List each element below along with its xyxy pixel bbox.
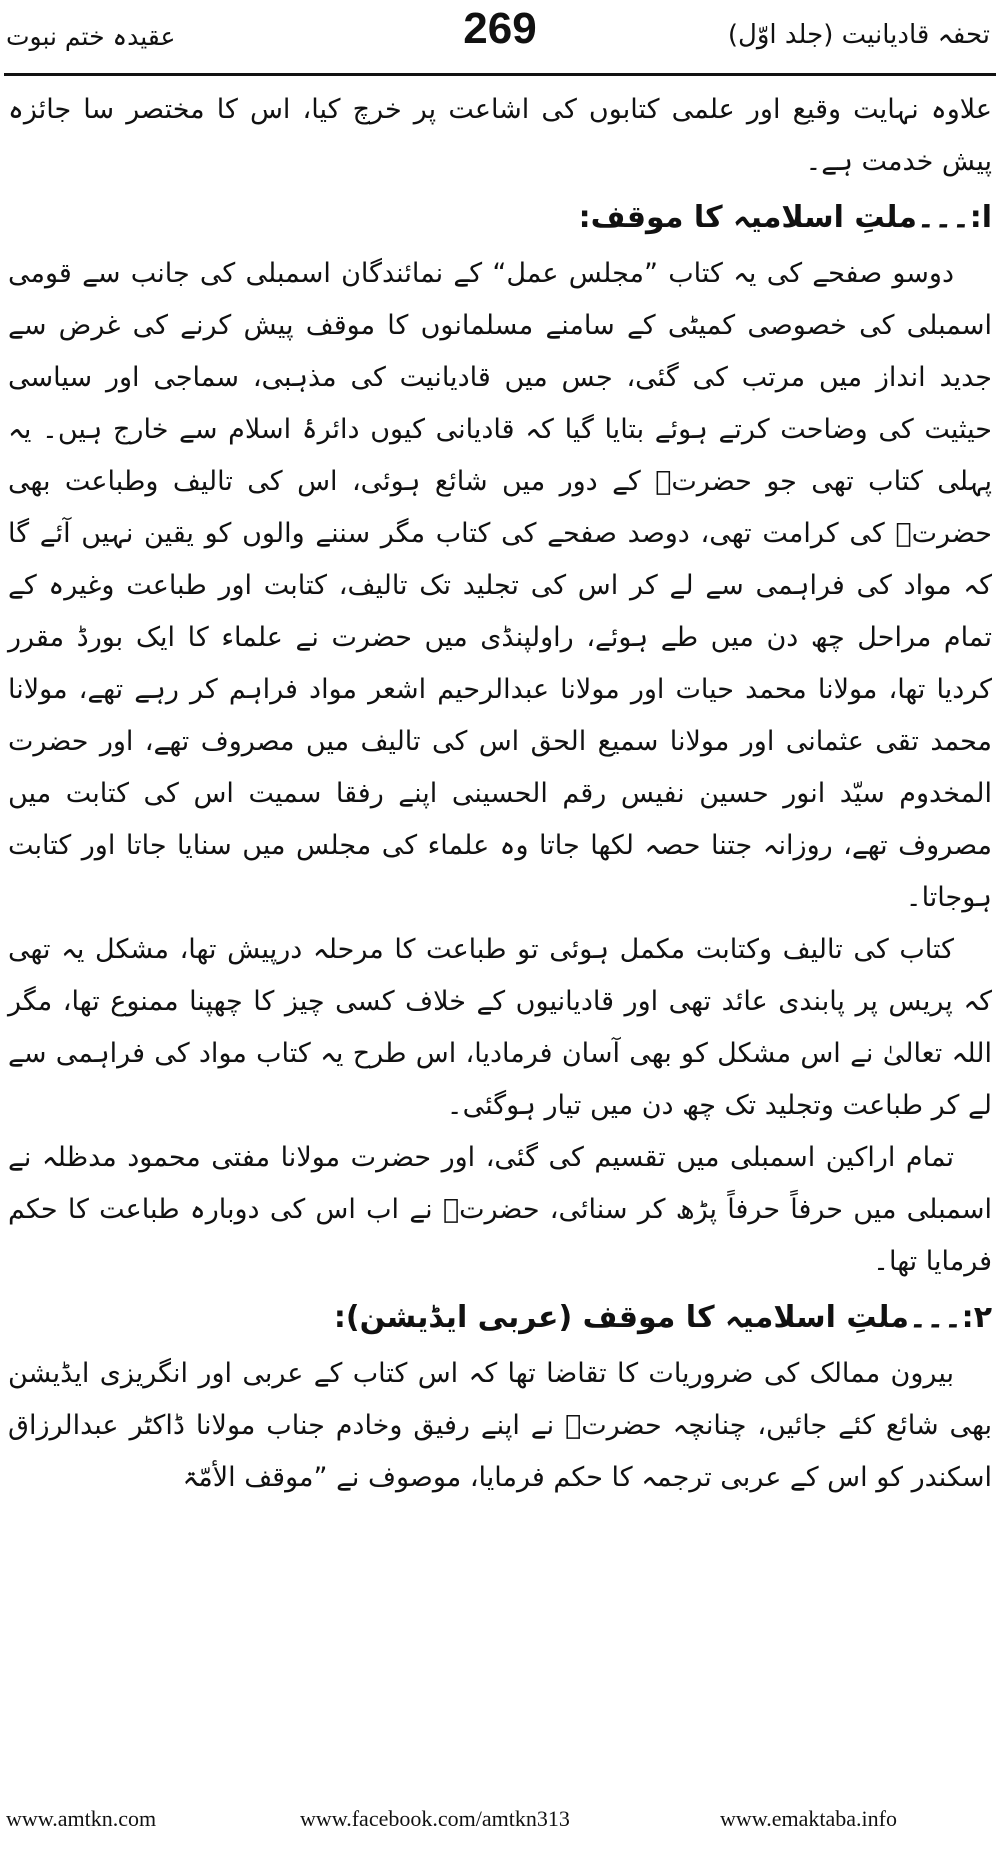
page-footer: [0, 1800, 1000, 1840]
intro-paragraph: علاوہ نہایت وقیع اور علمی کتابوں کی اشاعت پر خرچ کیا، اس کا مختصر سا جائزہ پیش خدمت ہے۔: [8, 94, 992, 177]
paragraph-2: کتاب کی تالیف وکتابت مکمل ہوئی تو طباعت کا مرحلہ درپیش تھا، مشکل یہ تھی کہ پریس پر پابندی عائد تھی اور قادیانیوں کے خلاف کسی چیز کا چھپنا ممنوع تھا، مگر اللہ تعالیٰ نے اس مشکل کو بھی آسان فرمادیا، اس طرح یہ کتاب مواد کی فراہمی سے لے کر طباعت وتجلید تک چھ دن میں تیار ہوگئی۔: [8, 934, 992, 1121]
paragraph-1: دوسو صفحے کی یہ کتاب ”مجلس عمل“ کے نمائندگان اسمبلی کی جانب سے قومی اسمبلی کی خصوصی کمیٹی کے سامنے مسلمانوں کا موقف پیش کرنے کی غرض سے جدید انداز میں مرتب کی گئی، جس میں قادیانیت کی مذہبی، سماجی اور سیاسی حیثیت کی وضاحت کرتے ہوئے بتایا گیا کہ قادیانی کیوں دائرۂ اسلام سے خارج ہیں۔ یہ پہلی کتاب تھی جو حضرتؒ کے دور میں شائع ہوئی، اس کی تالیف وطباعت بھی حضرتؒ کی کرامت تھی، دوصد صفحے کی کتاب مگر سننے والوں کو یقین نہیں آئے گا کہ مواد کی فراہمی سے لے کر اس کی تجلید تک تالیف، کتابت اور طباعت وغیرہ کے تمام مراحل چھ دن میں طے ہوئے، راولپنڈی میں حضرت نے علماء کا ایک بورڈ مقرر کردیا تھا، مولانا محمد حیات اور مولانا عبدالرحیم اشعر مواد فراہم کر رہے تھے، مولانا محمد تقی عثمانی اور مولانا سمیع الحق اس کی تالیف میں مصروف تھے، اور حضرت المخدوم سیّد انور حسین نفیس رقم الحسینی اپنے رفقا سمیت اس کی کتابت میں مصروف تھے، روزانہ جتنا حصہ لکھا جاتا وہ علماء کی مجلس میں سنایا جاتا اور کتابت ہوجاتا۔: [8, 258, 992, 913]
section-heading-1: ا:۔۔۔ملتِ اسلامیہ کا موقف:: [578, 200, 992, 235]
page-body: [8, 84, 992, 1744]
page-header: [0, 0, 1000, 72]
paragraph-4: بیرون ممالک کی ضروریات کا تقاضا تھا کہ اس کتاب کے عربی اور انگریزی ایڈیشن بھی شائع کئے جائیں، چنانچہ حضرتؒ نے اپنے رفیق وخادم جناب مولانا ڈاکٹر عبدالرزاق اسکندر کو اس کے عربی ترجمہ کا حکم فرمایا، موصوف نے ”موقف الأمّۃ: [8, 1358, 992, 1493]
book-title: تحفہ قادیانیت (جلد اوّل): [727, 20, 990, 50]
paragraph-3: تمام اراکین اسمبلی میں تقسیم کی گئی، اور حضرت مولانا مفتی محمود مدظلہ نے اسمبلی میں حرفاً حرفاً پڑھ کر سنائی، حضرتؒ نے اب اس کی دوبارہ طباعت کا حکم فرمایا تھا۔: [8, 1142, 992, 1277]
section-title: عقیدہ ختم نبوت: [6, 22, 176, 51]
footer-link-emaktaba[interactable]: www.emaktaba.info: [720, 1806, 897, 1831]
header-divider: [4, 73, 996, 76]
page-number: 269: [463, 4, 537, 53]
section-heading-2: ۲:۔۔۔ملتِ اسلامیہ کا موقف (عربی ایڈیشن):: [333, 1300, 992, 1335]
footer-link-facebook[interactable]: www.facebook.com/amtkn313: [300, 1806, 570, 1831]
footer-link-amtkn[interactable]: www.amtkn.com: [6, 1806, 157, 1831]
